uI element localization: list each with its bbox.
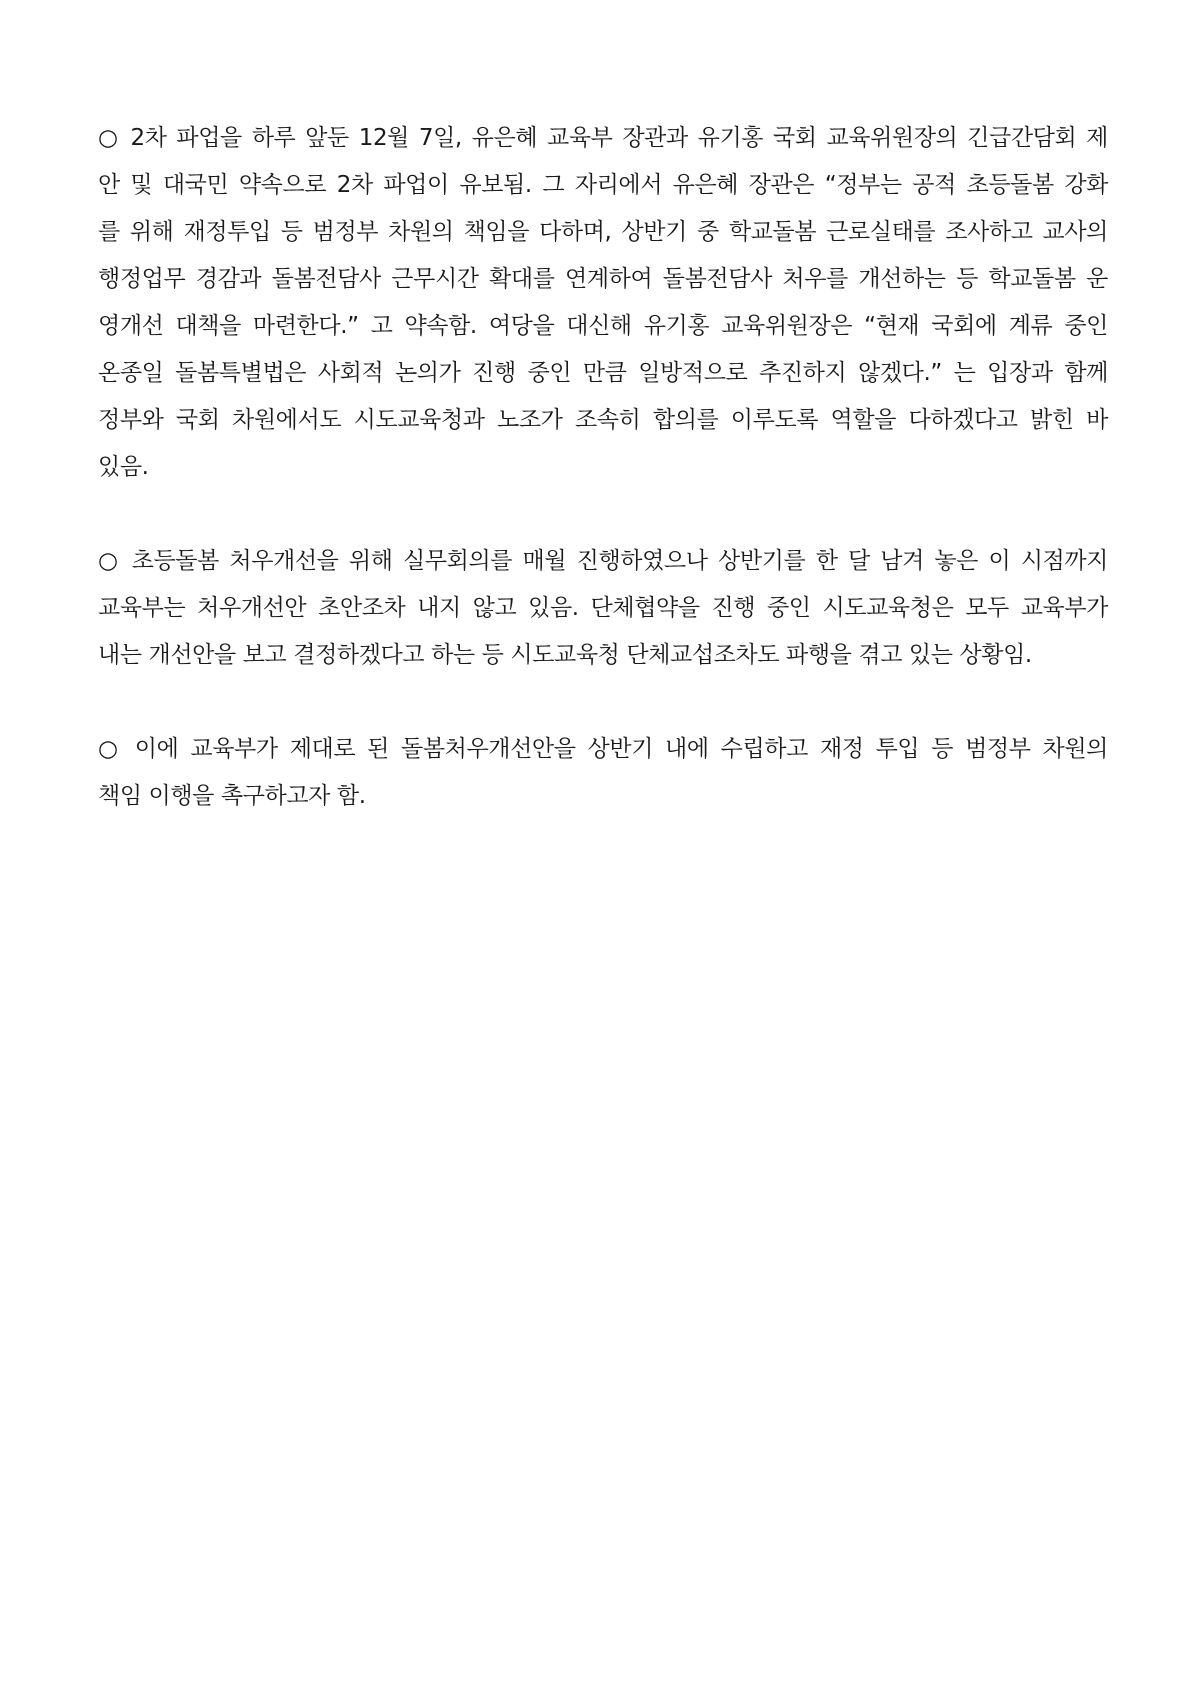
- text-line: 정부와 국회 차원에서도 시도교육청과 노조가 조속히 합의를 이루도록 역할을 다하겠다고 밝힌 바: [98, 407, 1108, 433]
- text-line: 교육부는 처우개선안 초안조차 내지 않고 있음. 단체협약을 진행 중인 시도교육청은 모두 교육부가: [98, 595, 1108, 621]
- text-line: 내는 개선안을 보고 결정하겠다고 하는 등 시도교육청 단체교섭조차도 파행을 겪고 있는 상황임.: [98, 642, 1032, 668]
- text-line: 있음.: [98, 454, 149, 480]
- text-line: 책임 이행을 촉구하고자 함.: [98, 783, 366, 809]
- paragraph-working-meetings: [98, 538, 1108, 679]
- text-line: 를 위해 재정투입 등 범정부 차원의 책임을 다하며, 상반기 중 학교돌봄 근로실태를 조사하고 교사의: [98, 219, 1108, 245]
- text-line: ○ 이에 교육부가 제대로 된 돌봄처우개선안을 상반기 내에 수립하고 재정 투입 등 범정부 차원의: [98, 736, 1108, 762]
- text-line: 안 및 대국민 약속으로 2차 파업이 유보됨. 그 자리에서 유은혜 장관은 “정부는 공적 초등돌봄 강화: [98, 172, 1108, 198]
- paragraph-first-strike: [98, 115, 1108, 491]
- paragraph-spacer: [98, 491, 1108, 538]
- text-line: 온종일 돌봄특별법은 사회적 논의가 진행 중인 만큼 일방적으로 추진하지 않겠다.” 는 입장과 함께: [98, 360, 1108, 386]
- text-line: 영개선 대책을 마련한다.” 고 약속함. 여당을 대신해 유기홍 교육위원장은 “현재 국회에 계류 중인: [98, 313, 1108, 339]
- paragraph-demand: [98, 726, 1108, 820]
- text-line: ○ 초등돌봄 처우개선을 위해 실무회의를 매월 진행하였으나 상반기를 한 달 남겨 놓은 이 시점까지: [98, 548, 1108, 574]
- text-line: ○ 2차 파업을 하루 앞둔 12월 7일, 유은혜 교육부 장관과 유기홍 국회 교육위원장의 긴급간담회 제: [98, 125, 1108, 151]
- document-body: [98, 115, 1108, 820]
- text-line: 행정업무 경감과 돌봄전담사 근무시간 확대를 연계하여 돌봄전담사 처우를 개선하는 등 학교돌봄 운: [98, 266, 1108, 292]
- paragraph-spacer: [98, 679, 1108, 726]
